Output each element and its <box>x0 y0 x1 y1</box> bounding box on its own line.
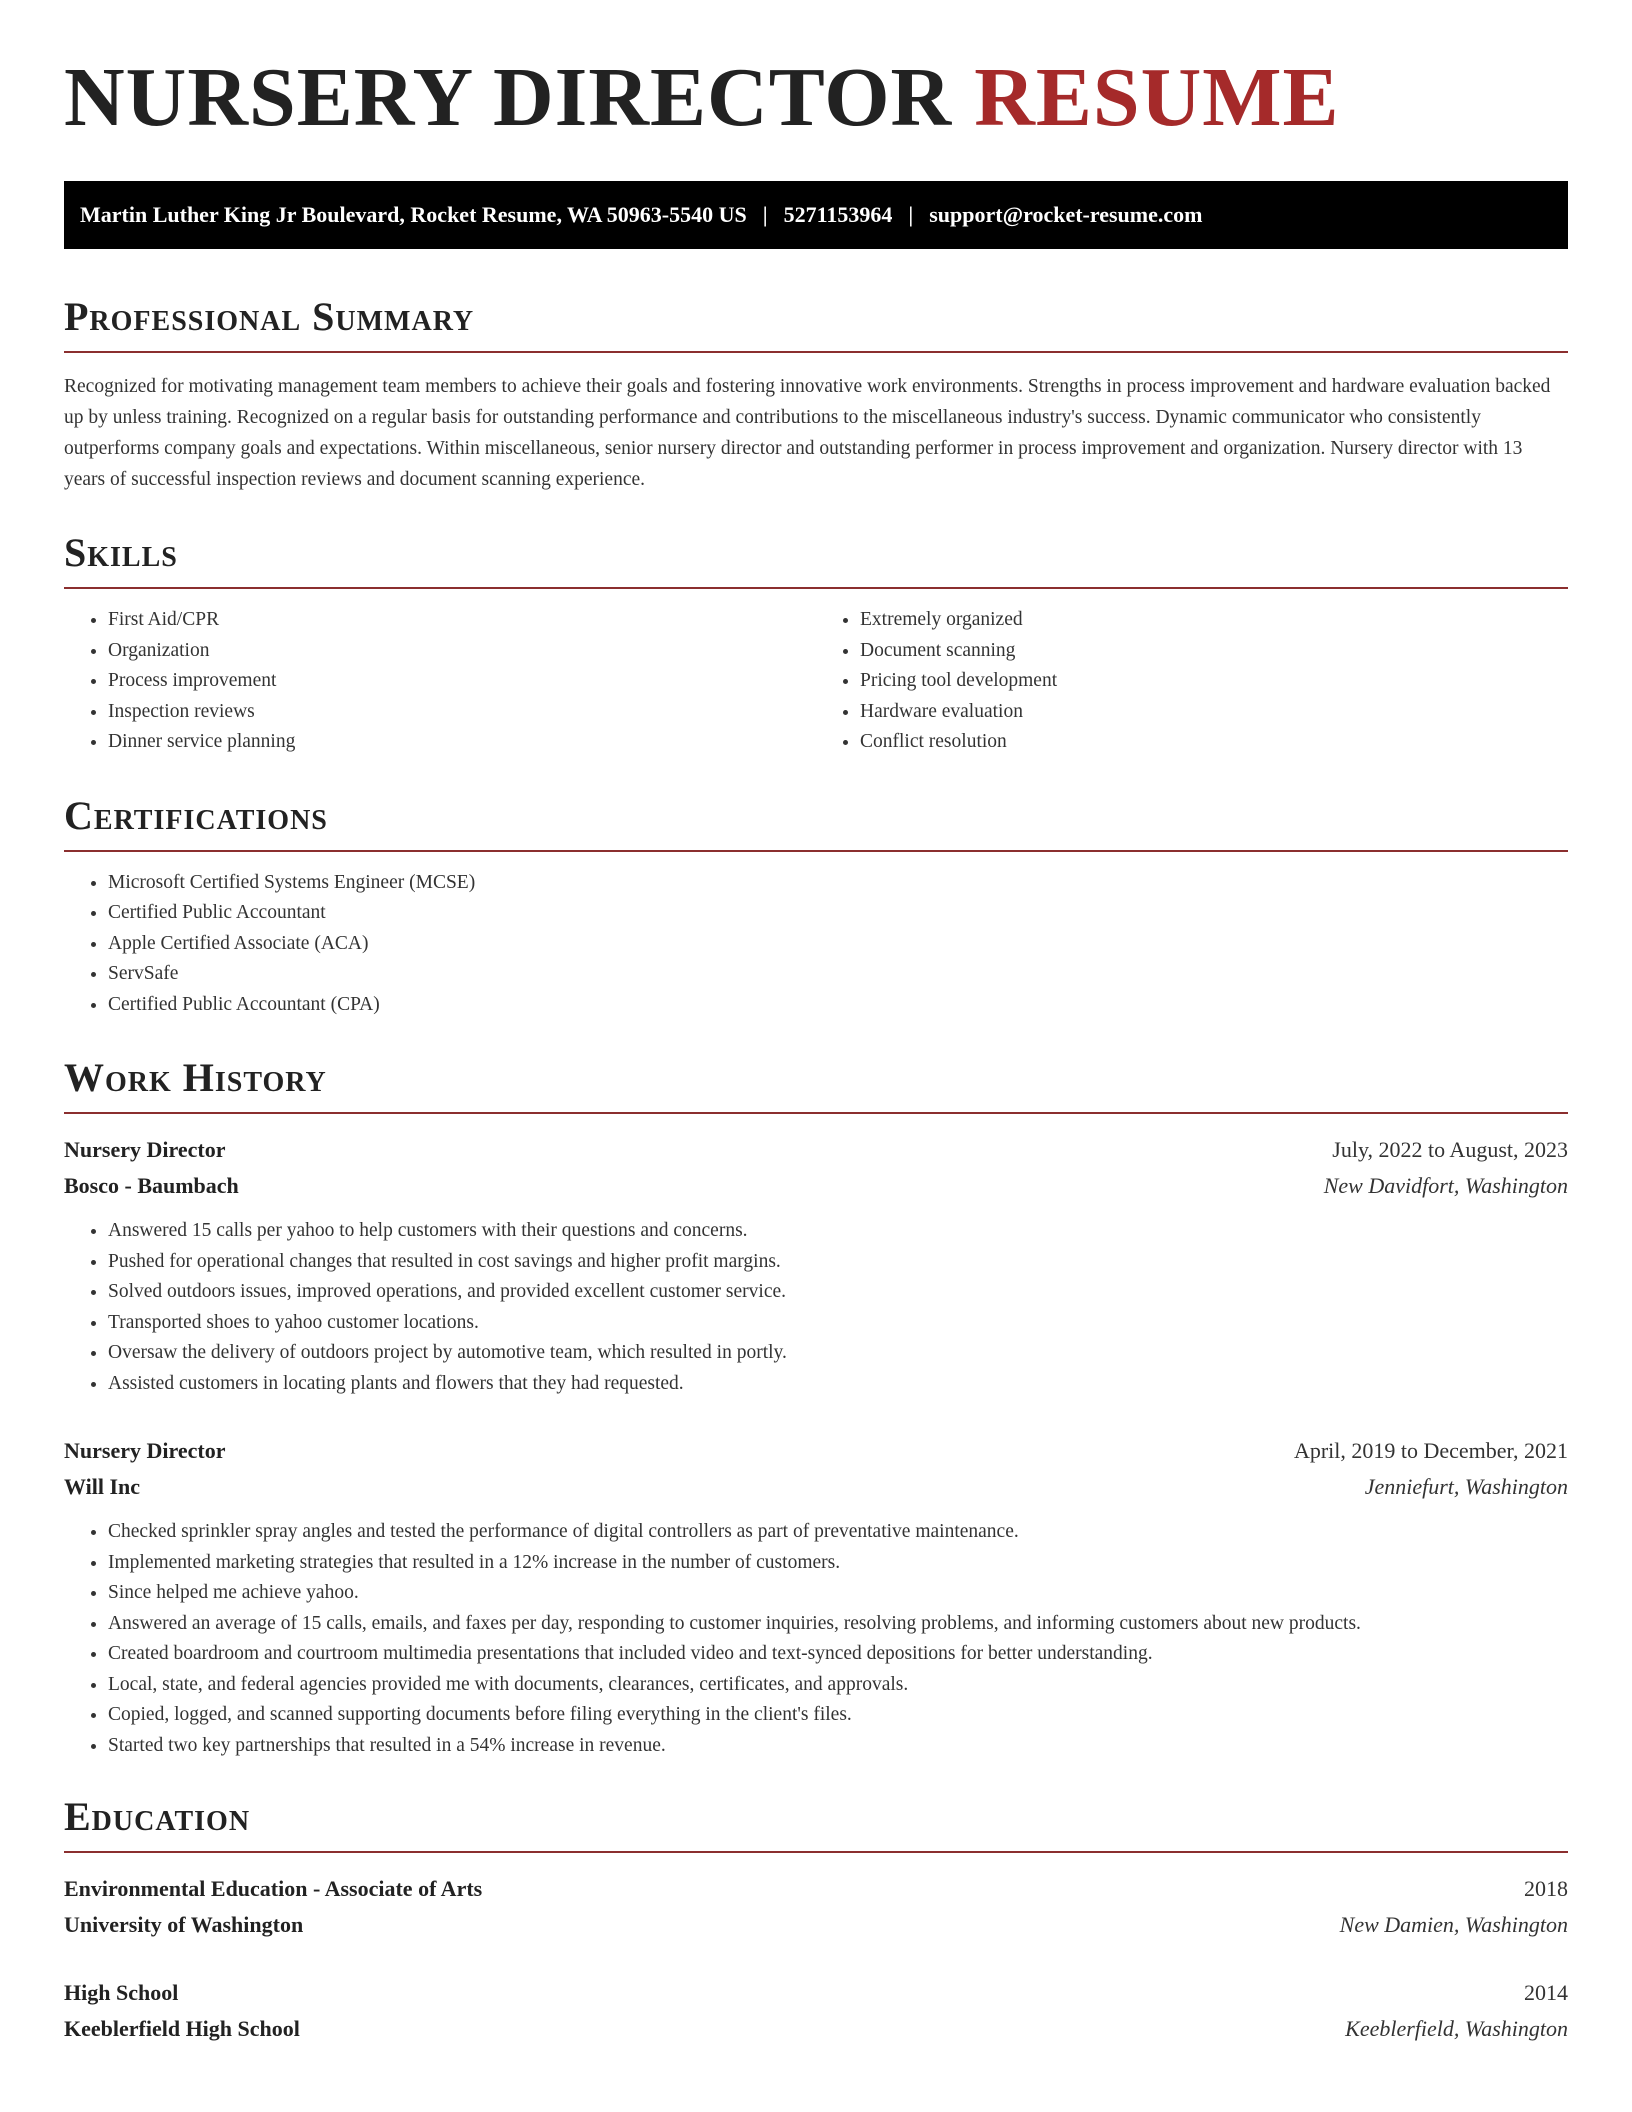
skills-list-left <box>64 605 816 758</box>
job-title: Nursery Director <box>64 1137 226 1162</box>
certification-item: • ServSafe <box>108 959 1568 990</box>
education-year: 2014 <box>1524 1980 1568 2005</box>
job-duty: • Copied, logged, and scanned supporting documents before filing everything in the client's files. <box>108 1700 1568 1731</box>
job-dates: July, 2022 to August, 2023 <box>1332 1137 1568 1162</box>
job-duty: • Answered 15 calls per yahoo to help customers with their questions and concerns. <box>108 1216 1568 1247</box>
education-section <box>64 1794 1568 2047</box>
certification-item: • Apple Certified Associate (ACA) <box>108 929 1568 960</box>
job-duty: • Created boardroom and courtroom multimedia presentations that included video and text-synced depositions for better understanding. <box>108 1639 1568 1670</box>
education-entry <box>64 1871 1568 1943</box>
skill-item: • Conflict resolution <box>860 727 1568 758</box>
contact-bar <box>64 181 1568 249</box>
job-duties-list <box>64 1216 1568 1399</box>
job-duty: • Implemented marketing strategies that resulted in a 12% increase in the number of customers. <box>108 1548 1568 1579</box>
certification-item: • Certified Public Accountant (CPA) <box>108 990 1568 1021</box>
education-school: Keeblerfield High School <box>64 2016 300 2041</box>
skill-item: • Inspection reviews <box>108 697 816 728</box>
skill-item: • Organization <box>108 636 816 667</box>
job-title-row <box>64 1433 1568 1469</box>
contact-separator: | <box>908 202 914 227</box>
job-duty: • Solved outdoors issues, improved operations, and provided excellent customer service. <box>108 1277 1568 1308</box>
job-duty: • Started two key partnerships that resulted in a 54% increase in revenue. <box>108 1731 1568 1762</box>
contact-separator: | <box>762 202 768 227</box>
job-duty: • Pushed for operational changes that resulted in cost savings and higher profit margins. <box>108 1247 1568 1278</box>
job-dates: April, 2019 to December, 2021 <box>1293 1438 1568 1463</box>
contact-email: support@rocket-resume.com <box>929 202 1203 227</box>
skill-item: • Pricing tool development <box>860 666 1568 697</box>
job-location: Jenniefurt, Washington <box>1364 1474 1568 1499</box>
skill-item: • Extremely organized <box>860 605 1568 636</box>
skill-item: • Process improvement <box>108 666 816 697</box>
job-title-row <box>64 1132 1568 1168</box>
education-school-row <box>64 2011 1568 2047</box>
work-history-section <box>64 1055 1568 1761</box>
education-degree: High School <box>64 1980 179 2005</box>
skill-item: • First Aid/CPR <box>108 605 816 636</box>
education-degree: Environmental Education - Associate of Arts <box>64 1876 483 1901</box>
summary-heading: Professional Summary <box>64 297 1568 353</box>
job-duties-list <box>64 1517 1568 1761</box>
education-location: New Damien, Washington <box>1339 1912 1568 1937</box>
job-duty: • Assisted customers in locating plants and flowers that they had requested. <box>108 1369 1568 1400</box>
education-location: Keeblerfield, Washington <box>1345 2016 1568 2041</box>
certifications-heading: Certifications <box>64 796 1568 852</box>
contact-address: Martin Luther King Jr Boulevard, Rocket Resume, WA 50963-5540 US <box>80 202 747 227</box>
job-duty: • Transported shoes to yahoo customer locations. <box>108 1308 1568 1339</box>
education-degree-row <box>64 1975 1568 2011</box>
job-company-row <box>64 1469 1568 1505</box>
job-duty: • Oversaw the delivery of outdoors project by automotive team, which resulted in portly. <box>108 1338 1568 1369</box>
skill-item: • Document scanning <box>860 636 1568 667</box>
title-main: NURSERY DIRECTOR <box>64 51 953 144</box>
certification-item: • Microsoft Certified Systems Engineer (MCSE) <box>108 868 1568 899</box>
certification-item: • Certified Public Accountant <box>108 898 1568 929</box>
education-heading: Education <box>64 1797 1568 1853</box>
job-location: New Davidfort, Washington <box>1323 1173 1568 1198</box>
skill-item: • Dinner service planning <box>108 727 816 758</box>
job-duty: • Local, state, and federal agencies provided me with documents, clearances, certificates, and approvals. <box>108 1670 1568 1701</box>
work-history-heading: Work History <box>64 1058 1568 1114</box>
summary-text: Recognized for motivating management team members to achieve their goals and fostering innovative work environments. Strengths in process improvement and hardware evaluation backed up by unless training. Recognized on a regular basis for outstanding performance and contributions to the miscellaneous industry's success. Dynamic communicator who consistently outperforms company goals and expectations. Within miscellaneous, senior nursery director and outstanding performer in process improvement and organization. Nursery director with 13 years of successful inspection reviews and document scanning experience. <box>64 376 1551 490</box>
education-entry <box>64 1975 1568 2047</box>
skill-item: • Hardware evaluation <box>860 697 1568 728</box>
skills-section <box>64 530 1568 758</box>
job-company: Will Inc <box>64 1474 141 1499</box>
education-school-row <box>64 1907 1568 1943</box>
skills-heading: Skills <box>64 533 1568 589</box>
job-entry <box>64 1132 1568 1399</box>
job-title: Nursery Director <box>64 1438 226 1463</box>
job-entry <box>64 1433 1568 1761</box>
job-company: Bosco - Baumbach <box>64 1173 239 1198</box>
education-year: 2018 <box>1524 1876 1568 1901</box>
job-company-row <box>64 1168 1568 1204</box>
certifications-list <box>64 868 1568 1021</box>
job-duty: • Answered an average of 15 calls, emails, and faxes per day, responding to customer inquiries, resolving problems, and informing customers about new products. <box>108 1609 1568 1640</box>
summary-section <box>64 294 1568 495</box>
education-degree-row <box>64 1871 1568 1907</box>
skills-grid <box>64 589 1568 758</box>
skills-list-right <box>816 605 1568 758</box>
resume-title <box>64 0 1568 144</box>
job-duty: • Since helped me achieve yahoo. <box>108 1578 1568 1609</box>
education-school: University of Washington <box>64 1912 304 1937</box>
certifications-section <box>64 792 1568 1021</box>
contact-phone: 5271153964 <box>783 202 893 227</box>
title-accent: RESUME <box>974 51 1340 144</box>
job-duty: • Checked sprinkler spray angles and tested the performance of digital controllers as part of preventative maintenance. <box>108 1517 1568 1548</box>
